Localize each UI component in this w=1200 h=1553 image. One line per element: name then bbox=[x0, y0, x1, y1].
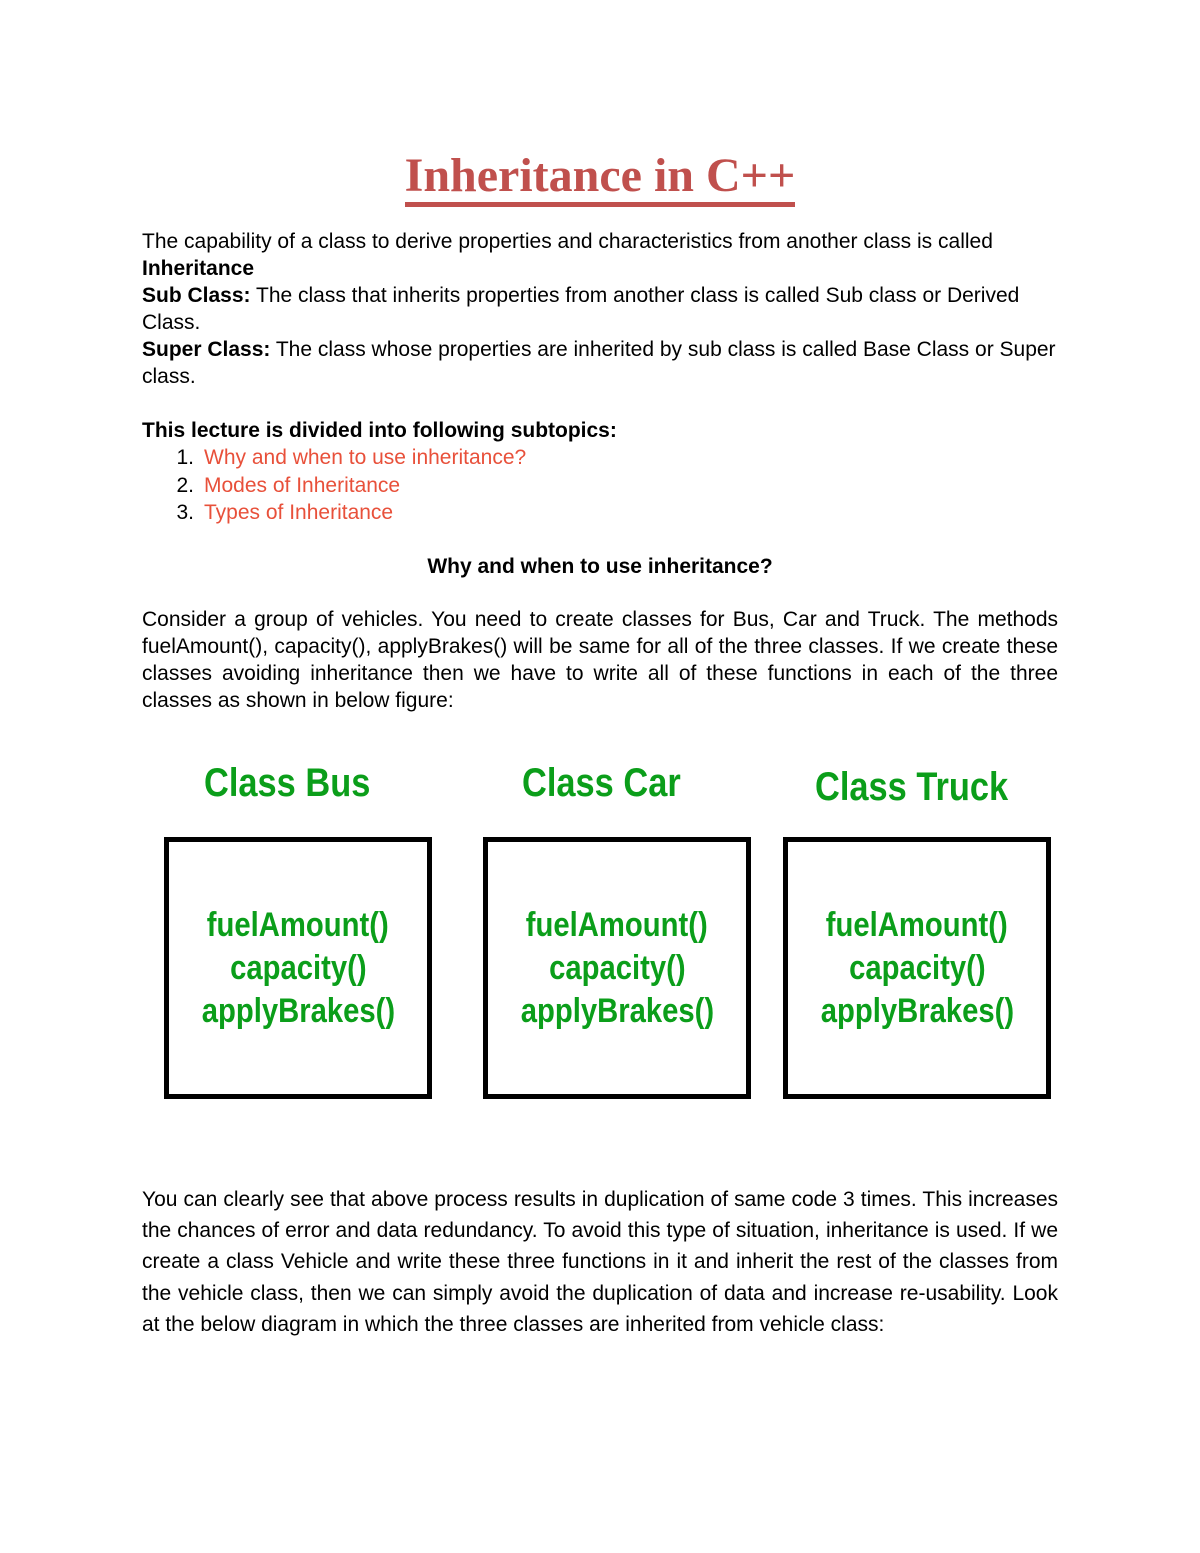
class-truck-label: Class Truck bbox=[815, 765, 1009, 809]
method-capacity: capacity() bbox=[229, 948, 367, 987]
vehicles-paragraph: Consider a group of vehicles. You need to create classes for Bus, Car and Truck. The methods fuelAmount(), capacity(), applyBrakes() will be same for all of the three classes. If we create these classes avoiding inheritance then we have to write all of these functions in each of the three classes as shown in below figure: bbox=[142, 608, 1058, 712]
subtopic-link-modes[interactable]: Modes of Inheritance bbox=[204, 473, 401, 497]
super-class-text: The class whose properties are inherited by sub class is called Base Class or Super class. bbox=[142, 338, 1056, 388]
method-fuel-amount: fuelAmount() bbox=[526, 905, 708, 944]
intro-paragraph bbox=[142, 228, 1058, 390]
method-apply-brakes: applyBrakes() bbox=[820, 991, 1014, 1030]
subtopics-heading: This lecture is divided into following subtopics: bbox=[142, 419, 617, 442]
method-apply-brakes: applyBrakes() bbox=[201, 991, 395, 1030]
list-number: 1. bbox=[176, 446, 194, 469]
subtopic-link-types[interactable]: Types of Inheritance bbox=[204, 501, 394, 524]
method-fuel-amount: fuelAmount() bbox=[207, 905, 389, 944]
page-title: Inheritance in C++ bbox=[0, 146, 1200, 206]
list-number: 2. bbox=[176, 473, 194, 497]
intro-text: The capability of a class to derive properties and characteristics from another class is called bbox=[142, 230, 993, 253]
sub-class-label: Sub Class: bbox=[142, 284, 251, 307]
method-capacity: capacity() bbox=[548, 948, 686, 987]
class-car-label: Class Car bbox=[522, 761, 681, 805]
class-bus-box bbox=[164, 837, 432, 1099]
inheritance-term: Inheritance bbox=[142, 257, 255, 280]
sub-class-text: The class that inherits properties from another class is called Sub class or Derived Class. bbox=[142, 284, 1020, 334]
class-truck-box bbox=[783, 837, 1051, 1099]
subtopic-link-why[interactable]: Why and when to use inheritance? bbox=[204, 446, 527, 469]
section-heading: Why and when to use inheritance? bbox=[427, 555, 773, 578]
method-capacity: capacity() bbox=[848, 948, 986, 987]
list-item bbox=[142, 472, 526, 500]
super-class-label: Super Class: bbox=[142, 338, 271, 361]
class-bus-label: Class Bus bbox=[204, 761, 371, 805]
duplication-paragraph: You can clearly see that above process results in duplication of same code 3 times. This increases the chances of error and data redundancy. To avoid this type of situation, inheritance is used. If we create a class Vehicle and write these three functions in it and inherit the rest of the classes from the vehicle class, then we can simply avoid the duplication of data and increase re-usability. Look at the below diagram in which the three classes are inherited from vehicle class: bbox=[142, 1188, 1058, 1336]
list-item bbox=[142, 499, 526, 527]
list-number: 3. bbox=[176, 501, 194, 524]
class-car-box bbox=[483, 837, 751, 1099]
method-apply-brakes: applyBrakes() bbox=[520, 991, 714, 1030]
subtopics-list bbox=[142, 444, 526, 527]
method-fuel-amount: fuelAmount() bbox=[826, 905, 1008, 944]
list-item bbox=[142, 444, 526, 472]
